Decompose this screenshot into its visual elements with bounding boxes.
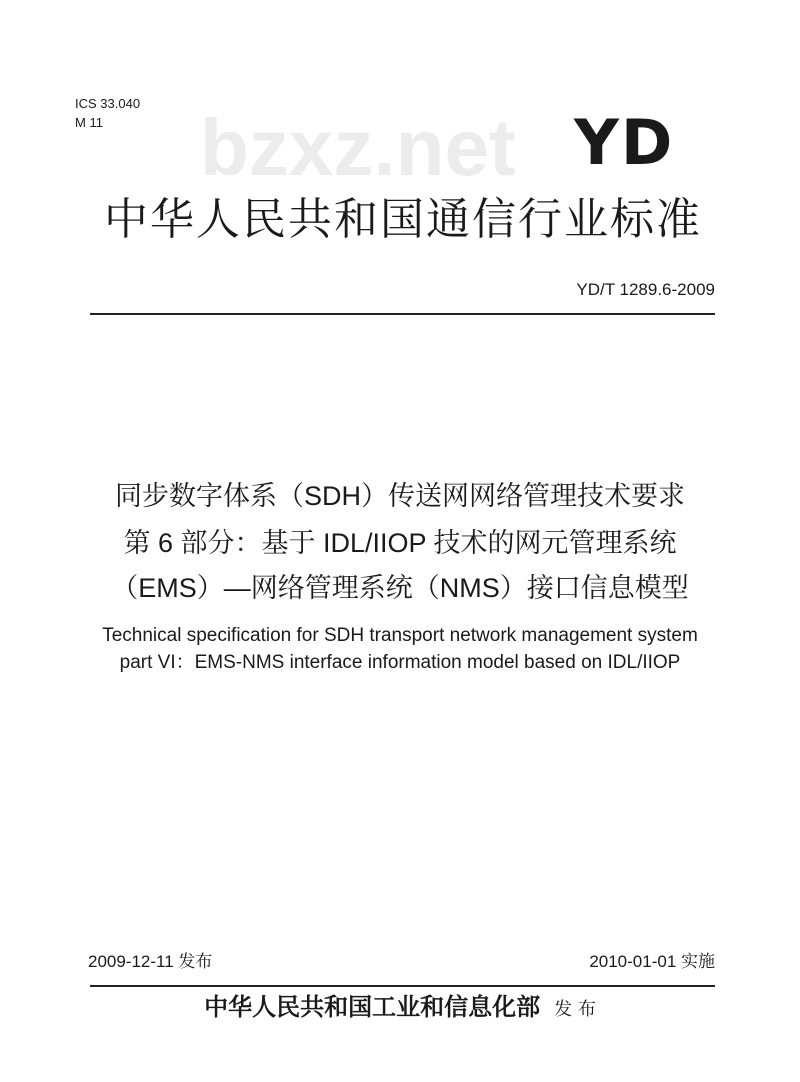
watermark: bzxz.net: [200, 103, 516, 192]
implement-date: 2010-01-01 实施: [589, 952, 715, 971]
publish-date: 2009-12-11 发布: [88, 952, 213, 971]
title-cn-line: （EMS）—网络管理系统（NMS）接口信息模型: [111, 573, 689, 603]
title-cn-line: 同步数字体系（SDH）传送网网络管理技术要求: [114, 481, 685, 511]
title-en-line: part VI：EMS-NMS interface information model based on IDL/IIOP: [119, 652, 681, 673]
publish-label: 发 布: [554, 999, 596, 1020]
publisher: 中华人民共和国工业和信息化部: [204, 992, 541, 1021]
standard-type-heading: 中华人民共和国通信行业标准: [104, 195, 702, 244]
divider: [90, 985, 715, 987]
title-cn-line: 第 6 部分：基于 IDL/IIOP 技术的网元管理系统: [123, 528, 677, 558]
standard-code: YD/T 1289.6-2009: [576, 280, 715, 299]
title-en-line: Technical specification for SDH transport network management system: [102, 625, 698, 646]
yd-logo: YD: [574, 106, 675, 179]
classification-code: M 11: [75, 115, 103, 130]
publisher-line: [0, 992, 800, 1025]
divider: [90, 313, 715, 315]
ics-code: ICS 33.040: [75, 96, 141, 111]
